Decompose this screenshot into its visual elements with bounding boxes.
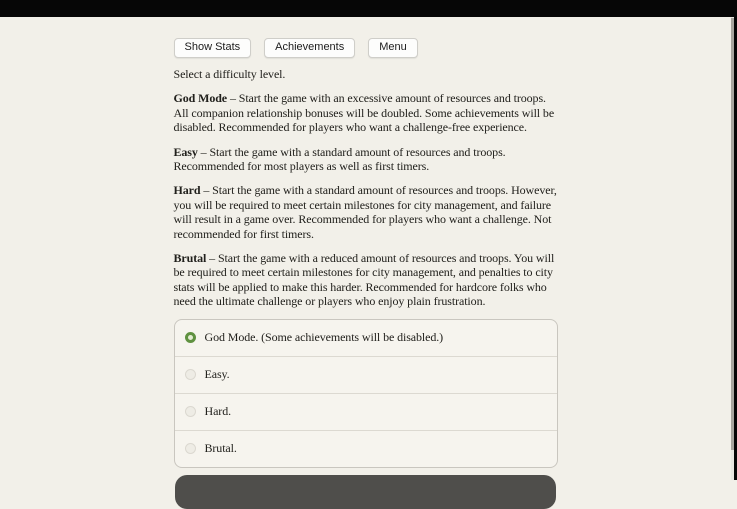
- radio-button-icon[interactable]: [185, 332, 196, 343]
- radio-button-icon[interactable]: [185, 406, 196, 417]
- intro-text: Select a difficulty level.: [173, 67, 286, 81]
- option-label: Easy.: [204, 367, 230, 382]
- option-label: Brutal.: [204, 441, 237, 456]
- radio-button-icon[interactable]: [185, 443, 196, 454]
- option-label: Hard.: [204, 404, 231, 419]
- option-easy[interactable]: [175, 356, 557, 393]
- hard-description: [174, 183, 558, 241]
- god-mode-name: God Mode: [173, 91, 228, 106]
- separator: –: [206, 251, 218, 266]
- separator: –: [200, 183, 213, 198]
- hard-description-text: Start the game with a standard amount of resources and troops. However, you will be required to meet certain milestones for city management, and failure will result in a game over. Recommended for players who want a challenge. Not recommended for first timers.: [173, 183, 557, 241]
- option-god-mode[interactable]: [175, 320, 557, 356]
- option-label: God Mode. (Some achievements will be disabled.): [204, 330, 444, 345]
- show-stats-button[interactable]: Show Stats: [174, 38, 252, 58]
- difficulty-descriptions: [174, 67, 558, 309]
- easy-description-text: Start the game with a standard amount of resources and troops. Recommended for most players as well as first timers.: [173, 144, 506, 174]
- radio-button-icon[interactable]: [185, 369, 196, 380]
- easy-description: [174, 145, 558, 174]
- toolbar: [174, 17, 558, 58]
- option-hard[interactable]: [175, 393, 557, 430]
- achievements-button[interactable]: Achievements: [264, 38, 355, 58]
- option-brutal[interactable]: [175, 430, 557, 467]
- god-mode-description: [174, 91, 558, 134]
- separator: –: [197, 144, 210, 159]
- menu-button[interactable]: Menu: [368, 38, 418, 58]
- page-content: [0, 17, 731, 480]
- easy-name: Easy: [173, 144, 198, 159]
- brutal-description-text: Start the game with a reduced amount of resources and troops. You will be required to meet certain milestones for city management, and penalties to city stats will be applied to make this harder. Recommended for hardcore folks who need the ultimate challenge or players who enjoy plain frustration.: [173, 251, 555, 309]
- difficulty-option-list: [174, 319, 558, 468]
- brutal-name: Brutal: [173, 251, 207, 266]
- god-mode-description-text: Start the game with an excessive amount of resources and troops. All companion relationship bonuses will be doubled. Some achievements will be disabled. Recommended for players who want a challenge-free experience.: [173, 91, 555, 135]
- top-black-bar: [0, 0, 737, 17]
- brutal-description: [174, 251, 558, 309]
- hard-name: Hard: [173, 183, 201, 198]
- separator: –: [227, 91, 239, 106]
